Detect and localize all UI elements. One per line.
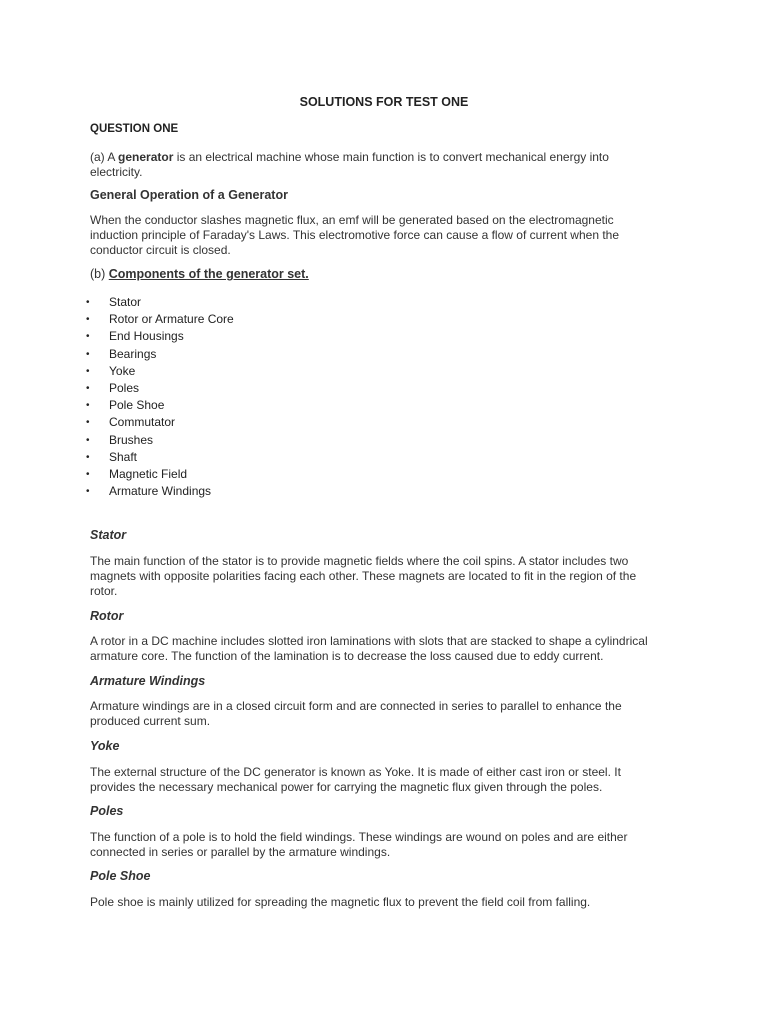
list-item-label: Rotor or Armature Core <box>109 312 234 327</box>
bullet-icon: • <box>86 417 90 429</box>
list-item-label: Magnetic Field <box>109 466 188 481</box>
list-item <box>82 363 234 380</box>
section-heading-pole-shoe: Pole Shoe <box>90 869 151 883</box>
list-item-label: Yoke <box>109 363 136 378</box>
part-a-prefix: (a) A <box>90 150 119 164</box>
part-a-term: generator <box>118 150 174 164</box>
list-item <box>82 483 234 500</box>
section-text-rotor: A rotor in a DC machine includes slotted iron laminations with slots that are stacked to shape a cylindrical armature core. The function of the lamination is to decrease the loss caused due to eddy current. <box>90 634 648 663</box>
list-item-label: End Housings <box>109 329 184 344</box>
section-heading-rotor: Rotor <box>90 609 124 623</box>
bullet-icon: • <box>86 434 90 446</box>
list-item <box>82 294 234 311</box>
list-item-label: Shaft <box>109 449 138 464</box>
bullet-icon: • <box>86 451 90 463</box>
list-item-label: Brushes <box>109 432 154 447</box>
bullet-icon: • <box>86 314 90 326</box>
bullet-icon: • <box>86 331 90 343</box>
list-item-label: Commutator <box>109 415 176 430</box>
general-operation-text: When the conductor slashes magnetic flux, an emf will be generated based on the electromagnetic induction principle of Faraday's Laws. This electromotive force can cause a flow of current when the conductor circuit is closed. <box>90 213 620 257</box>
section-text-armature-windings: Armature windings are in a closed circuit form and are connected in series to parallel to enhance the produced current sum. <box>90 699 622 728</box>
part-b-heading <box>90 267 309 281</box>
components-list <box>82 294 234 500</box>
section-heading-yoke: Yoke <box>90 739 120 753</box>
list-item <box>82 346 234 363</box>
list-item <box>82 449 234 466</box>
list-item-label: Poles <box>109 380 140 395</box>
list-item <box>82 311 234 328</box>
bullet-icon: • <box>86 365 90 377</box>
section-heading-stator: Stator <box>90 528 127 542</box>
section-heading-poles: Poles <box>90 804 124 818</box>
list-item-label: Armature Windings <box>109 484 212 499</box>
section-text-pole-shoe: Pole shoe is mainly utilized for spreading the magnetic flux to prevent the field coil from falling. <box>90 895 591 909</box>
list-item <box>82 328 234 345</box>
general-operation-heading: General Operation of a Generator <box>90 188 288 202</box>
part-b-prefix: (b) <box>90 267 109 281</box>
list-item-label: Stator <box>109 295 142 309</box>
bullet-icon: • <box>86 468 90 480</box>
bullet-icon: • <box>86 297 90 308</box>
bullet-icon: • <box>86 400 90 412</box>
list-item-label: Bearings <box>109 346 157 361</box>
list-item-label: Pole Shoe <box>109 398 165 413</box>
list-item <box>82 432 234 449</box>
list-item <box>82 380 234 397</box>
section-heading-armature-windings: Armature Windings <box>90 674 206 688</box>
page-title: SOLUTIONS FOR TEST ONE <box>299 95 469 109</box>
list-item <box>82 466 234 483</box>
section-text-poles: The function of a pole is to hold the field windings. These windings are wound on poles and are either connected in series or parallel by the armature windings. <box>90 830 628 859</box>
section-text-yoke: The external structure of the DC generator is known as Yoke. It is made of either cast iron or steel. It provides the necessary mechanical power for carrying the magnetic flux given through the poles. <box>90 765 621 794</box>
section-text-stator: The main function of the stator is to provide magnetic fields where the coil spins. A stator includes two magnets with opposite polarities facing each other. These magnets are located to fit in the region of the rotor. <box>90 554 637 598</box>
list-item <box>82 414 234 431</box>
part-a-text: is an electrical machine whose main function is to convert mechanical energy into electricity. <box>90 150 609 179</box>
bullet-icon: • <box>86 348 90 360</box>
bullet-icon: • <box>86 382 90 394</box>
bullet-icon: • <box>86 486 90 498</box>
part-a-paragraph <box>90 150 650 180</box>
part-b-title: Components of the generator set. <box>108 267 309 281</box>
list-item <box>82 397 234 414</box>
question-heading: QUESTION ONE <box>90 123 179 135</box>
